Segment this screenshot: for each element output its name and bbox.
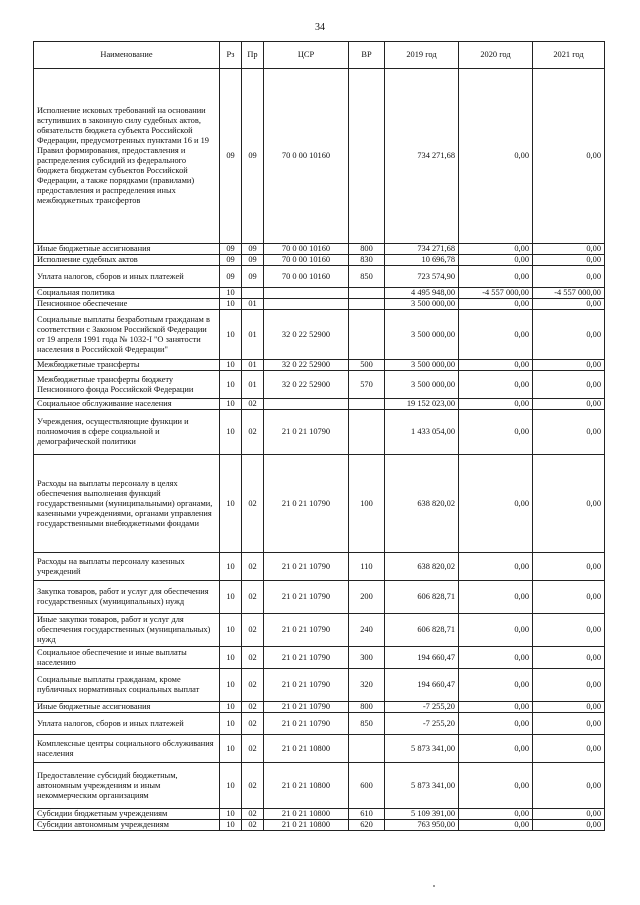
cell-vr xyxy=(349,410,385,455)
cell-y2020: 0,00 xyxy=(459,581,533,614)
cell-y2020: 0,00 xyxy=(459,299,533,310)
cell-name: Иные бюджетные ассигнования xyxy=(34,244,220,255)
table-row xyxy=(34,360,605,371)
cell-y2019: 4 495 948,00 xyxy=(385,288,459,299)
cell-y2020: 0,00 xyxy=(459,399,533,410)
cell-rz: 10 xyxy=(220,647,242,669)
cell-vr: 600 xyxy=(349,763,385,809)
cell-name: Социальные выплаты безработным гражданам в соответствии с Законом Российской Федерации от 19 апреля 1991 года № 1032-I "О занятости населения в Российской Федерации" xyxy=(34,310,220,360)
cell-pr: 02 xyxy=(242,702,264,713)
cell-pr: 02 xyxy=(242,735,264,763)
cell-csr: 21 0 21 10790 xyxy=(264,702,349,713)
cell-name: Межбюджетные трансферты бюджету Пенсионного фонда Российской Федерации xyxy=(34,371,220,399)
table-row xyxy=(34,69,605,244)
cell-y2020: 0,00 xyxy=(459,360,533,371)
cell-name: Иные закупки товаров, работ и услуг для обеспечения государственных (муниципальных) нужд xyxy=(34,614,220,647)
cell-csr: 21 0 21 10790 xyxy=(264,713,349,735)
header-vr: ВР xyxy=(349,42,385,69)
cell-y2019: 3 500 000,00 xyxy=(385,371,459,399)
cell-y2019: 5 873 341,00 xyxy=(385,763,459,809)
cell-y2019: 5 873 341,00 xyxy=(385,735,459,763)
cell-name: Уплата налогов, сборов и иных платежей xyxy=(34,713,220,735)
cell-name: Комплексные центры социального обслуживания населения xyxy=(34,735,220,763)
page-number: 34 xyxy=(315,22,325,33)
cell-pr: 02 xyxy=(242,581,264,614)
cell-rz: 09 xyxy=(220,255,242,266)
cell-csr: 32 0 22 52900 xyxy=(264,371,349,399)
cell-y2021: 0,00 xyxy=(533,735,605,763)
cell-y2021: 0,00 xyxy=(533,410,605,455)
cell-pr: 09 xyxy=(242,69,264,244)
cell-vr: 830 xyxy=(349,255,385,266)
cell-csr: 32 0 22 52900 xyxy=(264,310,349,360)
cell-y2021: 0,00 xyxy=(533,647,605,669)
cell-y2020: 0,00 xyxy=(459,763,533,809)
cell-pr: 09 xyxy=(242,244,264,255)
cell-pr: 02 xyxy=(242,820,264,831)
cell-rz: 10 xyxy=(220,702,242,713)
cell-rz: 10 xyxy=(220,410,242,455)
cell-rz: 10 xyxy=(220,581,242,614)
header-2020: 2020 год xyxy=(459,42,533,69)
cell-y2021: 0,00 xyxy=(533,702,605,713)
table-row xyxy=(34,581,605,614)
table-row xyxy=(34,820,605,831)
cell-csr: 21 0 21 10800 xyxy=(264,735,349,763)
cell-y2020: 0,00 xyxy=(459,614,533,647)
cell-pr: 02 xyxy=(242,455,264,553)
table-row xyxy=(34,299,605,310)
cell-name: Социальное обслуживание населения xyxy=(34,399,220,410)
cell-pr: 01 xyxy=(242,299,264,310)
cell-y2019: 3 500 000,00 xyxy=(385,360,459,371)
cell-y2019: 10 696,78 xyxy=(385,255,459,266)
table-row xyxy=(34,614,605,647)
cell-y2019: -7 255,20 xyxy=(385,713,459,735)
cell-pr: 02 xyxy=(242,809,264,820)
scan-speck xyxy=(433,885,435,887)
cell-y2019: 734 271,68 xyxy=(385,69,459,244)
cell-rz: 10 xyxy=(220,713,242,735)
cell-pr: 01 xyxy=(242,371,264,399)
table-row xyxy=(34,763,605,809)
table-row xyxy=(34,410,605,455)
cell-vr xyxy=(349,735,385,763)
cell-y2021: 0,00 xyxy=(533,553,605,581)
cell-y2021: 0,00 xyxy=(533,614,605,647)
table-row xyxy=(34,702,605,713)
cell-rz: 10 xyxy=(220,455,242,553)
cell-rz: 10 xyxy=(220,399,242,410)
cell-csr: 21 0 21 10790 xyxy=(264,553,349,581)
cell-name: Уплата налогов, сборов и иных платежей xyxy=(34,266,220,288)
cell-y2019: 3 500 000,00 xyxy=(385,299,459,310)
header-2021: 2021 год xyxy=(533,42,605,69)
header-2019: 2019 год xyxy=(385,42,459,69)
cell-name: Закупка товаров, работ и услуг для обеспечения государственных (муниципальных) нужд xyxy=(34,581,220,614)
cell-rz: 10 xyxy=(220,763,242,809)
cell-vr xyxy=(349,399,385,410)
cell-y2020: 0,00 xyxy=(459,410,533,455)
cell-csr xyxy=(264,299,349,310)
cell-name: Социальная политика xyxy=(34,288,220,299)
cell-name: Исполнение судебных актов xyxy=(34,255,220,266)
cell-csr: 21 0 21 10790 xyxy=(264,647,349,669)
cell-y2020: 0,00 xyxy=(459,809,533,820)
cell-vr xyxy=(349,299,385,310)
cell-vr xyxy=(349,310,385,360)
cell-csr xyxy=(264,288,349,299)
cell-pr: 09 xyxy=(242,266,264,288)
cell-y2020: 0,00 xyxy=(459,266,533,288)
cell-y2019: 763 950,00 xyxy=(385,820,459,831)
cell-pr: 01 xyxy=(242,360,264,371)
cell-y2021: 0,00 xyxy=(533,371,605,399)
cell-y2021: 0,00 xyxy=(533,581,605,614)
cell-csr: 70 0 00 10160 xyxy=(264,69,349,244)
cell-csr: 21 0 21 10800 xyxy=(264,809,349,820)
cell-y2021: 0,00 xyxy=(533,255,605,266)
table-row xyxy=(34,399,605,410)
cell-csr: 21 0 21 10800 xyxy=(264,820,349,831)
cell-y2021: 0,00 xyxy=(533,669,605,702)
cell-rz: 10 xyxy=(220,809,242,820)
cell-y2020: 0,00 xyxy=(459,669,533,702)
cell-csr: 70 0 00 10160 xyxy=(264,244,349,255)
header-csr: ЦСР xyxy=(264,42,349,69)
cell-rz: 09 xyxy=(220,266,242,288)
cell-y2019: 5 109 391,00 xyxy=(385,809,459,820)
cell-csr: 70 0 00 10160 xyxy=(264,266,349,288)
cell-y2021: 0,00 xyxy=(533,713,605,735)
cell-y2020: 0,00 xyxy=(459,820,533,831)
table-row xyxy=(34,669,605,702)
cell-csr xyxy=(264,399,349,410)
cell-y2021: 0,00 xyxy=(533,455,605,553)
cell-vr: 570 xyxy=(349,371,385,399)
cell-vr: 850 xyxy=(349,266,385,288)
cell-vr: 110 xyxy=(349,553,385,581)
table-header-row xyxy=(34,42,605,69)
cell-y2019: 723 574,90 xyxy=(385,266,459,288)
cell-y2019: 638 820,02 xyxy=(385,455,459,553)
cell-vr: 850 xyxy=(349,713,385,735)
cell-vr: 240 xyxy=(349,614,385,647)
cell-rz: 10 xyxy=(220,669,242,702)
cell-pr: 02 xyxy=(242,669,264,702)
cell-name: Расходы на выплаты персоналу казенных учреждений xyxy=(34,553,220,581)
cell-vr: 320 xyxy=(349,669,385,702)
table-row xyxy=(34,735,605,763)
cell-y2019: 606 828,71 xyxy=(385,581,459,614)
table-row xyxy=(34,266,605,288)
cell-rz: 09 xyxy=(220,244,242,255)
table-row xyxy=(34,647,605,669)
table-row xyxy=(34,809,605,820)
header-name: Наименование xyxy=(34,42,220,69)
cell-pr: 02 xyxy=(242,763,264,809)
cell-y2019: -7 255,20 xyxy=(385,702,459,713)
table-row xyxy=(34,371,605,399)
cell-rz: 10 xyxy=(220,614,242,647)
table-row xyxy=(34,455,605,553)
cell-name: Субсидии автономным учреждениям xyxy=(34,820,220,831)
cell-rz: 10 xyxy=(220,553,242,581)
cell-vr xyxy=(349,288,385,299)
cell-vr: 300 xyxy=(349,647,385,669)
header-rz: Рз xyxy=(220,42,242,69)
cell-pr: 02 xyxy=(242,647,264,669)
cell-csr: 21 0 21 10790 xyxy=(264,669,349,702)
cell-y2021: 0,00 xyxy=(533,763,605,809)
cell-csr: 21 0 21 10790 xyxy=(264,581,349,614)
cell-rz: 10 xyxy=(220,360,242,371)
cell-y2019: 1 433 054,00 xyxy=(385,410,459,455)
cell-name: Расходы на выплаты персоналу в целях обеспечения выполнения функций государственными (муниципальными) органами, казенными учреждениями, органами управления государственными внебюджетными фондами xyxy=(34,455,220,553)
cell-csr: 21 0 21 10790 xyxy=(264,614,349,647)
cell-rz: 09 xyxy=(220,69,242,244)
cell-y2020: 0,00 xyxy=(459,244,533,255)
cell-y2020: 0,00 xyxy=(459,69,533,244)
cell-y2020: 0,00 xyxy=(459,553,533,581)
table-row xyxy=(34,288,605,299)
cell-vr: 100 xyxy=(349,455,385,553)
cell-pr: 09 xyxy=(242,255,264,266)
cell-pr: 02 xyxy=(242,713,264,735)
cell-y2020: 0,00 xyxy=(459,713,533,735)
cell-name: Иные бюджетные ассигнования xyxy=(34,702,220,713)
cell-csr: 70 0 00 10160 xyxy=(264,255,349,266)
cell-y2021: 0,00 xyxy=(533,360,605,371)
cell-y2019: 638 820,02 xyxy=(385,553,459,581)
cell-y2019: 194 660,47 xyxy=(385,669,459,702)
cell-y2020: 0,00 xyxy=(459,702,533,713)
cell-pr: 02 xyxy=(242,399,264,410)
cell-y2021: 0,00 xyxy=(533,69,605,244)
cell-vr: 200 xyxy=(349,581,385,614)
cell-y2021: 0,00 xyxy=(533,310,605,360)
table-row xyxy=(34,310,605,360)
cell-csr: 32 0 22 52900 xyxy=(264,360,349,371)
cell-name: Субсидии бюджетным учреждениям xyxy=(34,809,220,820)
cell-y2021: 0,00 xyxy=(533,820,605,831)
cell-csr: 21 0 21 10790 xyxy=(264,410,349,455)
cell-pr xyxy=(242,288,264,299)
cell-y2019: 734 271,68 xyxy=(385,244,459,255)
budget-table xyxy=(33,41,605,831)
cell-name: Пенсионное обеспечение xyxy=(34,299,220,310)
cell-vr: 800 xyxy=(349,702,385,713)
cell-csr: 21 0 21 10790 xyxy=(264,455,349,553)
cell-vr: 620 xyxy=(349,820,385,831)
cell-vr: 800 xyxy=(349,244,385,255)
cell-y2020: 0,00 xyxy=(459,455,533,553)
cell-pr: 02 xyxy=(242,410,264,455)
cell-y2021: 0,00 xyxy=(533,399,605,410)
cell-y2020: 0,00 xyxy=(459,255,533,266)
cell-pr: 02 xyxy=(242,614,264,647)
cell-y2021: 0,00 xyxy=(533,244,605,255)
cell-name: Учреждения, осуществляющие функции и полномочия в сфере социальной и демографической политики xyxy=(34,410,220,455)
cell-rz: 10 xyxy=(220,371,242,399)
cell-y2020: 0,00 xyxy=(459,647,533,669)
cell-y2020: 0,00 xyxy=(459,735,533,763)
cell-y2020: -4 557 000,00 xyxy=(459,288,533,299)
cell-rz: 10 xyxy=(220,735,242,763)
cell-y2021: 0,00 xyxy=(533,299,605,310)
cell-rz: 10 xyxy=(220,310,242,360)
table-row xyxy=(34,713,605,735)
cell-name: Социальные выплаты гражданам, кроме публичных нормативных социальных выплат xyxy=(34,669,220,702)
cell-vr: 610 xyxy=(349,809,385,820)
cell-pr: 01 xyxy=(242,310,264,360)
cell-vr: 500 xyxy=(349,360,385,371)
cell-pr: 02 xyxy=(242,553,264,581)
table-row xyxy=(34,255,605,266)
cell-csr: 21 0 21 10800 xyxy=(264,763,349,809)
cell-name: Социальное обеспечение и иные выплаты населению xyxy=(34,647,220,669)
cell-rz: 10 xyxy=(220,820,242,831)
cell-y2020: 0,00 xyxy=(459,371,533,399)
cell-y2019: 19 152 023,00 xyxy=(385,399,459,410)
cell-y2019: 606 828,71 xyxy=(385,614,459,647)
table-row xyxy=(34,244,605,255)
cell-rz: 10 xyxy=(220,288,242,299)
cell-y2019: 194 660,47 xyxy=(385,647,459,669)
cell-name: Исполнение исковых требований на основании вступивших в законную силу судебных актов, обязательств бюджета субъекта Российской Федерации, предусмотренных пунктами 16 и 19 Правил формирования, предоставления и распределения субсидий из федерального бюджета бюджетам субъектов Российской Федерации, а также порядками (правилами) предоставления и распределения иных межбюджетных трансфертов xyxy=(34,69,220,244)
cell-y2021: 0,00 xyxy=(533,266,605,288)
cell-rz: 10 xyxy=(220,299,242,310)
cell-name: Межбюджетные трансферты xyxy=(34,360,220,371)
cell-vr xyxy=(349,69,385,244)
header-pr: Пр xyxy=(242,42,264,69)
cell-name: Предоставление субсидий бюджетным, автономным учреждениям и иным некоммерческим организациям xyxy=(34,763,220,809)
cell-y2021: -4 557 000,00 xyxy=(533,288,605,299)
cell-y2019: 3 500 000,00 xyxy=(385,310,459,360)
table-row xyxy=(34,553,605,581)
cell-y2021: 0,00 xyxy=(533,809,605,820)
cell-y2020: 0,00 xyxy=(459,310,533,360)
